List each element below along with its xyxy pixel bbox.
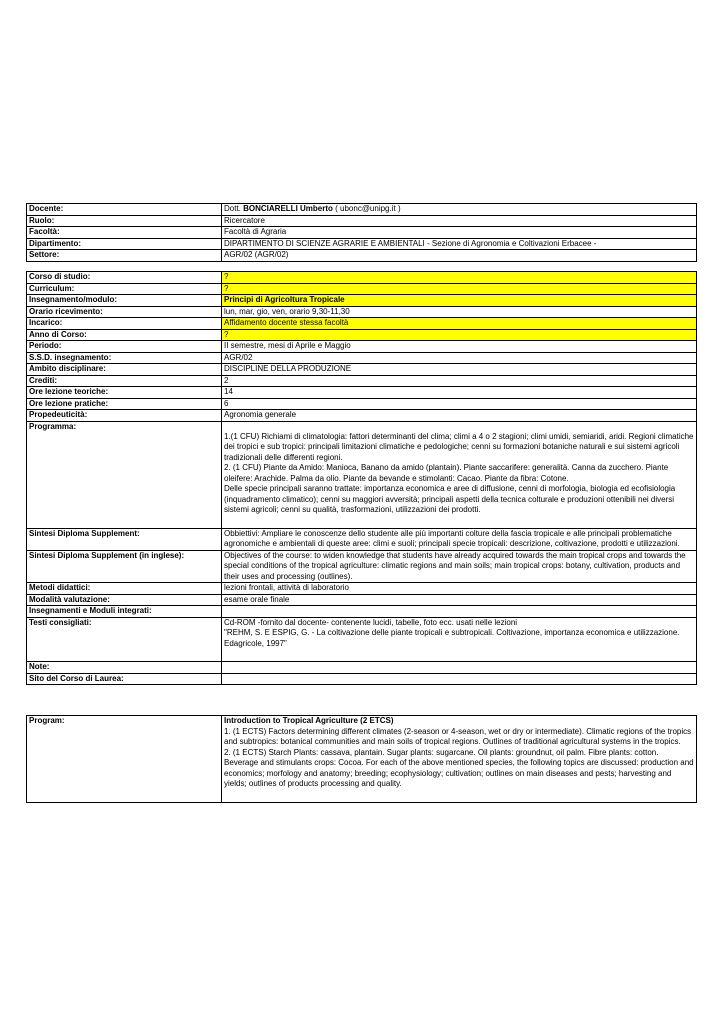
testi-paragraph: Cd-ROM -fornito dal docente- contenente lucidi, tabelle, foto ecc. usati nelle lezioni [224, 617, 518, 627]
table-row [27, 716, 697, 803]
table-row [27, 606, 697, 618]
curriculum-value: ? [222, 283, 697, 295]
table-row [27, 341, 697, 353]
ambito-value: DISCIPLINE DELLA PRODUZIONE [222, 364, 697, 376]
docente-prefix: Dott. [224, 204, 244, 213]
program-label: Program: [27, 716, 222, 803]
table-row [27, 227, 697, 239]
program-table [26, 715, 697, 803]
sito-label: Sito del Corso di Laurea: [27, 673, 222, 685]
table-row [27, 398, 697, 410]
programma-label: Programma: [27, 421, 222, 528]
note-value [222, 662, 697, 674]
table-row [27, 306, 697, 318]
modalita-label: Modalità valutazione: [27, 594, 222, 606]
testi-paragraph: "REHM, S. E ESPIG, G. - La coltivazione delle piante tropicali e subtropicali. Coltivazione, importanza economica e utilizzazione. Edagricole, 1997" [224, 628, 680, 648]
ambito-label: Ambito disciplinare: [27, 364, 222, 376]
metodi-label: Metodi didattici: [27, 583, 222, 595]
ssd-value: AGR/02 [222, 352, 697, 364]
testi-value [222, 617, 697, 662]
docente-email: ( ubonc@unipg.it ) [332, 204, 401, 213]
program-title: Introduction to Tropical Agriculture (2 ETCS) [224, 716, 394, 725]
ruolo-value: Ricercatore [222, 215, 697, 227]
ssd-label: S.S.D. insegnamento: [27, 352, 222, 364]
insegnamento-value: Principi di Agricoltura Tropicale [222, 295, 697, 307]
sintesi-en-value: Objectives of the course: to widen knowledge that students have already acquired towards the main tropical crops and towards the special conditions of the tropical agriculture: climatic regions and main soils; main tropical crops: botany, cultivation, products and their uses and processing (outlines). [222, 550, 697, 583]
table-row [27, 250, 697, 262]
teoriche-value: 14 [222, 387, 697, 399]
table-row [27, 352, 697, 364]
propedeuticita-label: Propedeuticità: [27, 410, 222, 422]
table-row [27, 421, 697, 528]
table-row [27, 364, 697, 376]
table-row [27, 662, 697, 674]
modalita-value: esame orale finale [222, 594, 697, 606]
corso-label: Corso di studio: [27, 272, 222, 284]
facolta-value: Facoltà di Agraria [222, 227, 697, 239]
table-row [27, 375, 697, 387]
course-info-table [26, 271, 697, 685]
table-row [27, 528, 697, 550]
programma-paragraph: 2. (1 CFU) Piante da Amido: Manioca, Banano da amido (plantain). Piante saccarifere: generalità. Canna da zucchero. Piante oleifere: Arachide. Palma da olio. Piante da bevande e stimolanti: Cacao. Piante da fibra: Cotone. [224, 463, 669, 483]
table-row [27, 238, 697, 250]
crediti-value: 2 [222, 375, 697, 387]
sintesi-value: Obbiettivi: Ampliare le conoscenze dello studente alle più importanti colture della fascia tropicale e alle principali problematiche agronomiche e ambientali di queste aree: climi e suoli; principali specie tropicali: descrizione, coltivazione, prodotti e utilizzazioni. [222, 528, 697, 550]
program-paragraph: 1. (1 ECTS) Factors determining different climates (2-season or 4-season, wet or dry or intermediate). Climatic regions of the tropics and subtropics: botanical communities and main soils of tropical regions. Outlines of traditional agricultural systems in the tropics. [224, 726, 692, 746]
crediti-label: Crediti: [27, 375, 222, 387]
metodi-value: lezioni frontali, attività di laboratorio [222, 583, 697, 595]
table-row [27, 617, 697, 662]
table-row [27, 215, 697, 227]
testi-label: Testi consigliati: [27, 617, 222, 662]
table-row [27, 594, 697, 606]
integrati-label: Insegnamenti e Moduli integrati: [27, 606, 222, 618]
table-row [27, 283, 697, 295]
insegnamento-label: Insegnamento/modulo: [27, 295, 222, 307]
docente-value [222, 204, 697, 216]
incarico-value: Affidamento docente stessa facoltà [222, 318, 697, 330]
sito-value [222, 673, 697, 685]
program-paragraph: 2. (1 ECTS) Starch Plants: cassava, plantain. Sugar plants: sugarcane. Oil plants: groundnut, oil palm. Fibre plants: cotton. Beverage and stimulants crops: Cocoa. For each of the above mentioned species, the following topics are discussed: production and economics; morfology and anatomy; breeding; ecophysiology; cultivation; outlines on main diseases and pests; harvesting and yields; outlines of products processing and quality. [224, 747, 694, 788]
table-row [27, 387, 697, 399]
orario-value: lun, mar, gio, ven, orario 9,30-11,30 [222, 306, 697, 318]
table-row [27, 583, 697, 595]
note-label: Note: [27, 662, 222, 674]
pratiche-label: Ore lezione pratiche: [27, 398, 222, 410]
facolta-label: Facoltà: [27, 227, 222, 239]
dipartimento-value: DIPARTIMENTO DI SCIENZE AGRARIE E AMBIENTALI - Sezione di Agronomia e Coltivazioni Erbacee - [222, 238, 697, 250]
table-row [27, 550, 697, 583]
table-row [27, 329, 697, 341]
sintesi-label: Sintesi Diploma Supplement: [27, 528, 222, 550]
teoriche-label: Ore lezione teoriche: [27, 387, 222, 399]
propedeuticita-value: Agronomia generale [222, 410, 697, 422]
docente-name: BONCIARELLI Umberto [243, 204, 333, 213]
program-value [222, 716, 697, 803]
table-row [27, 295, 697, 307]
anno-value: ? [222, 329, 697, 341]
docente-label: Docente: [27, 204, 222, 216]
ruolo-label: Ruolo: [27, 215, 222, 227]
periodo-value: II semestre, mesi di Aprile e Maggio [222, 341, 697, 353]
programma-paragraph: 1.(1 CFU) Richiami di climatologia: fattori determinanti del clima; climi a 4 o 2 stagioni; climi umidi, semiaridi, aridi. Regioni climatiche dei tropici e sub tropici: principali limitazioni climatiche e pedologiche; cenni su formazioni botaniche naturali e sui sistemi agricoli tradizionali delle differenti regioni. [224, 431, 694, 462]
integrati-value [222, 606, 697, 618]
curriculum-label: Curriculum: [27, 283, 222, 295]
table-row [27, 318, 697, 330]
pratiche-value: 6 [222, 398, 697, 410]
dipartimento-label: Dipartimento: [27, 238, 222, 250]
periodo-label: Periodo: [27, 341, 222, 353]
programma-value [222, 421, 697, 528]
corso-value: ? [222, 272, 697, 284]
table-row [27, 410, 697, 422]
settore-label: Settore: [27, 250, 222, 262]
orario-label: Orario ricevimento: [27, 306, 222, 318]
table-row [27, 272, 697, 284]
teacher-info-table [26, 203, 697, 262]
incarico-label: Incarico: [27, 318, 222, 330]
programma-paragraph: Delle specie principali saranno trattate: importanza economica e aree di diffusione, cenni di morfologia, biologia ed ecofisiologia (inquadramento climatico); cenni su maggiori avversità; principali aspetti della tecnica colturale e produzioni ottenibili nei diversi sistemi agricoli; cenni su qualità, trasformazioni, utilizzazioni dei prodotti. [224, 484, 676, 514]
settore-value: AGR/02 (AGR/02) [222, 250, 697, 262]
table-row [27, 673, 697, 685]
anno-label: Anno di Corso: [27, 329, 222, 341]
sintesi-en-label: Sintesi Diploma Supplement (in inglese): [27, 550, 222, 583]
table-row [27, 204, 697, 216]
